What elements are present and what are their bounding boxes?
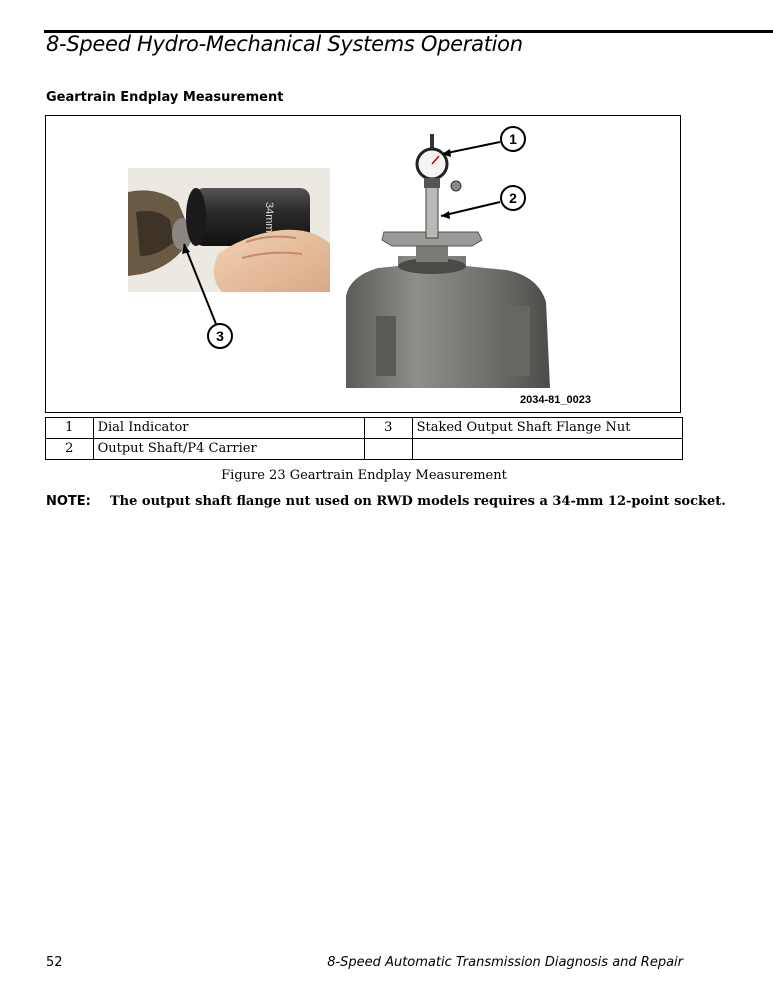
legend-description: Dial Indicator [93, 418, 364, 439]
callout-3: 3 [216, 328, 224, 344]
footer-title: 8-Speed Automatic Transmission Diagnosis and Repair [327, 955, 683, 970]
legend-description [412, 439, 682, 460]
section-heading: Geartrain Endplay Measurement [46, 90, 284, 105]
legend-number: 1 [46, 418, 94, 439]
legend-description: Staked Output Shaft Flange Nut [412, 418, 682, 439]
transmission-photo [346, 134, 550, 388]
socket-size-marking: 34mm [263, 202, 275, 233]
figure-box [45, 115, 681, 413]
legend-number: 3 [365, 418, 413, 439]
chapter-title: 8-Speed Hydro-Mechanical Systems Operation [46, 32, 523, 56]
legend-number [365, 439, 413, 460]
note-label: NOTE: [46, 494, 91, 509]
callout-1: 1 [509, 131, 517, 147]
table-row [46, 439, 683, 460]
legend-description: Output Shaft/P4 Carrier [93, 439, 364, 460]
legend-number: 2 [46, 439, 94, 460]
table-row [46, 418, 683, 439]
socket-photo [128, 168, 330, 292]
note-text: The output shaft flange nut used on RWD models requires a 34-mm 12-point socket. [110, 494, 726, 509]
figure-caption: Figure 23 Geartrain Endplay Measurement [221, 468, 507, 483]
figure-image-id: 2034-81_0023 [520, 394, 591, 406]
page-number: 52 [46, 955, 63, 970]
legend-table [45, 417, 683, 460]
figure-illustration [46, 116, 681, 413]
callout-2: 2 [509, 190, 517, 206]
